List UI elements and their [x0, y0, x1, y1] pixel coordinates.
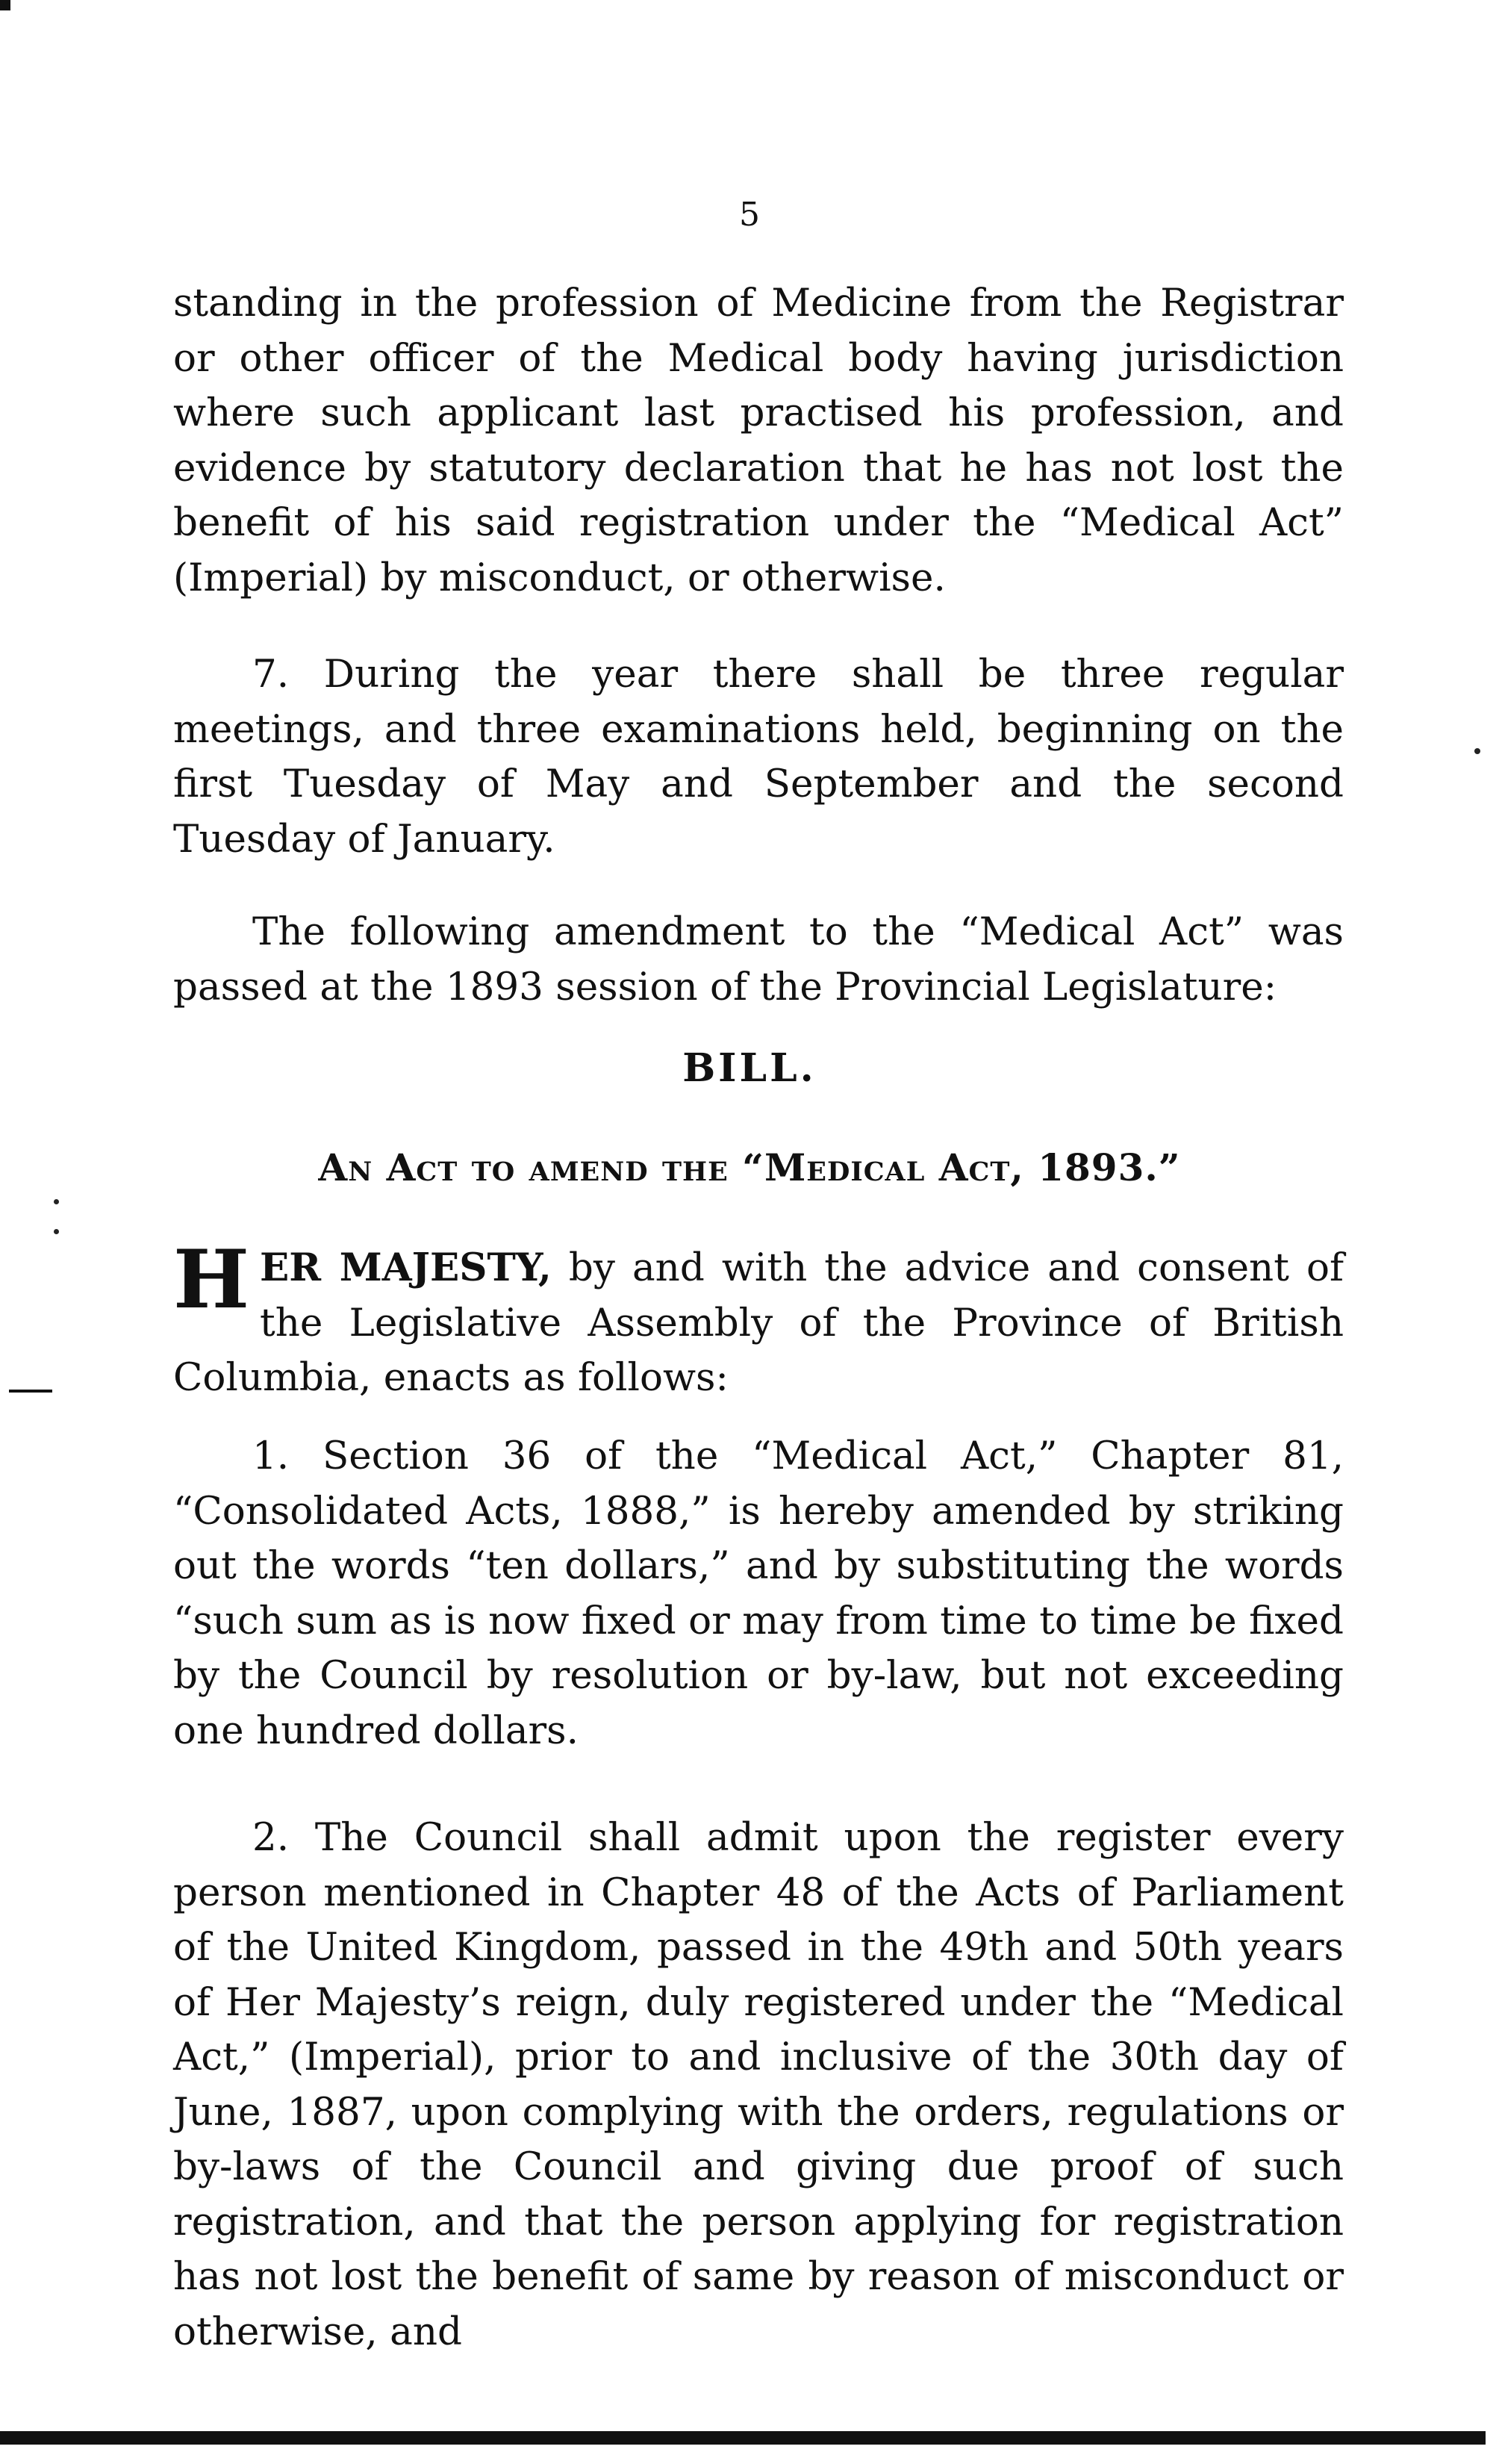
margin-dash-mark: [9, 1390, 52, 1393]
amendment-intro-text: The following amendment to the “Medical Act” was passed at the 1893 session of the Provincial Legislature:: [173, 909, 1344, 1009]
section-1-paragraph: [173, 1429, 1344, 1758]
section-2-paragraph: [173, 1811, 1344, 2359]
section-7-paragraph: [173, 647, 1344, 867]
page-bottom-edge: [0, 2431, 1486, 2445]
enacting-text: by and with the advice and consent of the Legislative Assembly of the Province of British Columbia, enacts as follows:: [173, 1245, 1344, 1400]
scan-speck: [1474, 748, 1480, 754]
scan-edge-mark: [0, 0, 10, 10]
page-number: 5: [739, 196, 760, 234]
amendment-intro-paragraph: [173, 905, 1344, 1015]
continuation-paragraph: [173, 276, 1344, 606]
scan-speck: [54, 1229, 59, 1234]
bill-heading: BILL.: [682, 1045, 817, 1091]
scan-speck: [54, 1199, 59, 1204]
drop-cap: H: [173, 1233, 250, 1327]
section-2-text: 2. The Council shall admit upon the register every person mentioned in Chapter 48 of the Acts of Parliament of the United Kingdom, passed in the 49th and 50th years of Her Majesty’s reign, duly registered under the “Medical Act,” (Imperial), prior to and inclusive of the 30th day of June, 1887, upon complying with the orders, regulations or by-laws of the Council and giving due proof of such registration, and that the person applying for registration has not lost the benefit of same by reason of misconduct or otherwise, and: [173, 1815, 1344, 2354]
enacting-bold-text: ER MAJESTY,: [260, 1245, 552, 1290]
bill-subtitle: An Act to amend the “Medical Act, 1893.”: [318, 1145, 1181, 1189]
section-1-text: 1. Section 36 of the “Medical Act,” Chapter 81, “Consolidated Acts, 1888,” is hereby amended by striking out the words “ten dollars,” and by substituting the words “such sum as is now fixed or may from time to time be fixed by the Council by resolution or by-law, but not exceeding one hundred dollars.: [173, 1434, 1344, 1753]
section-7-text: 7. During the year there shall be three regular meetings, and three examinations held, beginning on the first Tuesday of May and September and the second Tuesday of January.: [173, 652, 1344, 862]
continuation-text: standing in the profession of Medicine from the Registrar or other officer of the Medical body having jurisdiction where such applicant last practised his profession, and evidence by statutory declaration that he has not lost the benefit of his said registration under the “Medical Act” (Imperial) by misconduct, or otherwise.: [173, 281, 1344, 600]
enacting-clause: [173, 1233, 1344, 1406]
